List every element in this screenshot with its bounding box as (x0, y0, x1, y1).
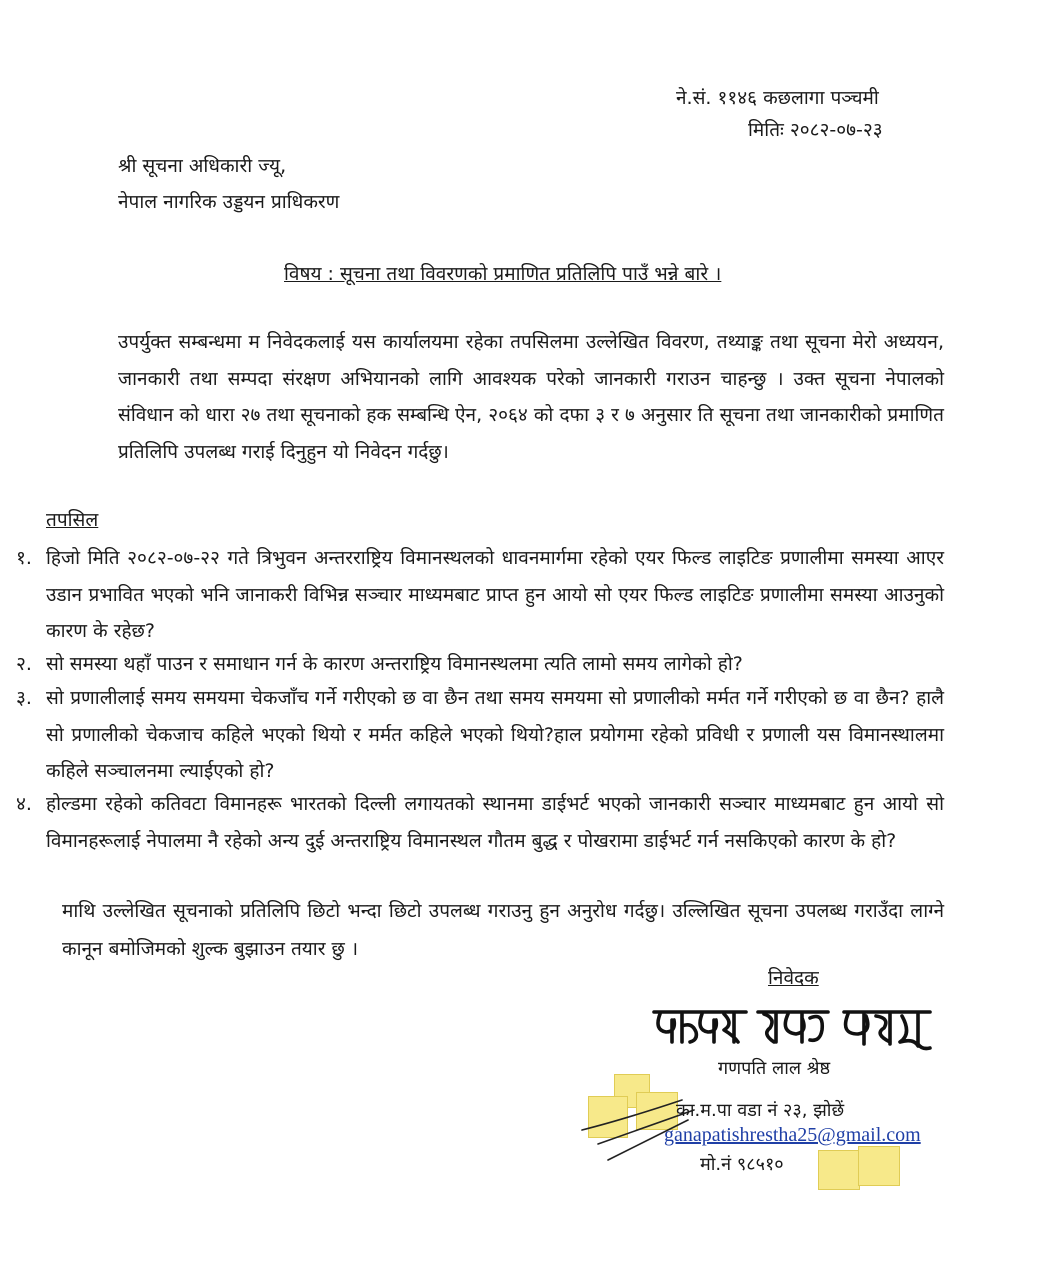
signatory-phone: मो.नं ९८५१० (700, 1154, 784, 1175)
closing-paragraph: माथि उल्लेखित सूचनाको प्रतिलिपि छिटो भन्दा छिटो उपलब्ध गराउनु हुन अनुरोध गर्दछु। उल्लिखित सूचना उपलब्ध गराउँदा लाग्ने कानून बमोजिमको शुल्क बुझाउन तयार छु । (62, 900, 944, 960)
date-nepal-sambat: ने.सं. ११४६ कछलागा पञ्चमी (676, 87, 879, 109)
list-item-text: सो समस्या थहाँ पाउन र समाधान गर्न के कारण अन्तराष्ट्रिय विमानस्थलमा त्यति लामो समय लागेको हो? (46, 653, 743, 675)
list-item-number: १. (16, 547, 32, 569)
signatory-email[interactable]: ganapatishrestha25@gmail.com (664, 1124, 921, 1146)
list-item-number: ४. (16, 793, 32, 815)
addressee-organization: नेपाल नागरिक उड्डयन प्राधिकरण (118, 191, 340, 213)
handwritten-signature (650, 1000, 940, 1052)
letter-subject: विषय : सूचना तथा विवरणको प्रमाणित प्रतिलिपि पाउँ भन्ने बारे । (284, 263, 722, 285)
list-item-text: सो प्रणालीलाई समय समयमा चेकजाँच गर्ने गरीएको छ वा छैन तथा समय समयमा सो प्रणालीको मर्मत गर्ने गरीएको छ वा छैन? हालै सो प्रणालीको चेकजाच कहिले भएको थियो र मर्मत कहिले भएको थियो?हाल प्रयोगमा रहेको प्रविधी र प्रणाली यस विमानस्थालमा कहिले सञ्चालनमा ल्याईएको हो? (46, 687, 944, 782)
signatory-name: गणपति लाल श्रेष्ठ (718, 1058, 831, 1079)
details-heading: तपसिल (46, 509, 99, 531)
body-paragraph: उपर्युक्त सम्बन्धमा म निवेदकलाई यस कार्यालयमा रहेका तपसिलमा उल्लेखित विवरण, तथ्याङ्क तथा सूचना मेरो अध्ययन, जानकारी तथा सम्पदा संरक्षण अभियानको लागि आवश्यक परेको जानकारी गराउन चाहन्छु । उक्त सूचना नेपालको संविधान को धारा २७ तथा सूचनाको हक सम्बन्धि ऐन, २०६४ को दफा ३ र ७ अनुसार ति सूचना तथा जानकारीको प्रमाणित प्रतिलिपि उपलब्ध गराई दिनुहुन यो निवेदन गर्दछु। (118, 331, 944, 463)
signatory-address: का.म.पा वडा नं २३, झोछें (676, 1100, 845, 1121)
list-item (16, 646, 944, 683)
list-item (16, 786, 944, 859)
redaction-box (858, 1146, 900, 1186)
date-bikram-sambat: मितिः २०८२-०७-२३ (748, 119, 883, 141)
list-item-text: होल्डमा रहेको कतिवटा विमानहरू भारतको दिल्ली लगायतको स्थानमा डाईभर्ट भएको जानकारी सञ्चार माध्यमबाट हुन आयो सो विमानहरूलाई नेपालमा नै रहेको अन्य दुई अन्तराष्ट्रिय विमानस्थल गौतम बुद्ध र पोखरामा डाईभर्ट गर्न नसकिएको कारण के हो? (46, 793, 944, 852)
list-item (16, 540, 944, 650)
addressee-title: श्री सूचना अधिकारी ज्यू, (118, 155, 287, 177)
list-item-number: २. (16, 653, 32, 675)
list-item-text: हिजो मिति २०८२-०७-२२ गते त्रिभुवन अन्तरराष्ट्रिय विमानस्थलको धावनमार्गमा रहेको एयर फिल्ड लाइटिङ प्रणालीमा समस्या आएर उडान प्रभावित भएको भनि जानाकरी विभिन्न सञ्चार माध्यमबाट प्राप्त हुन आयो सो एयर फिल्ड लाइटिङ प्रणालीमा समस्या आउनुको कारण के रहेछ? (46, 547, 944, 642)
signature-title: निवेदक (768, 967, 819, 989)
list-item-number: ३. (16, 687, 32, 709)
list-item (16, 680, 944, 790)
redaction-box (818, 1150, 860, 1190)
